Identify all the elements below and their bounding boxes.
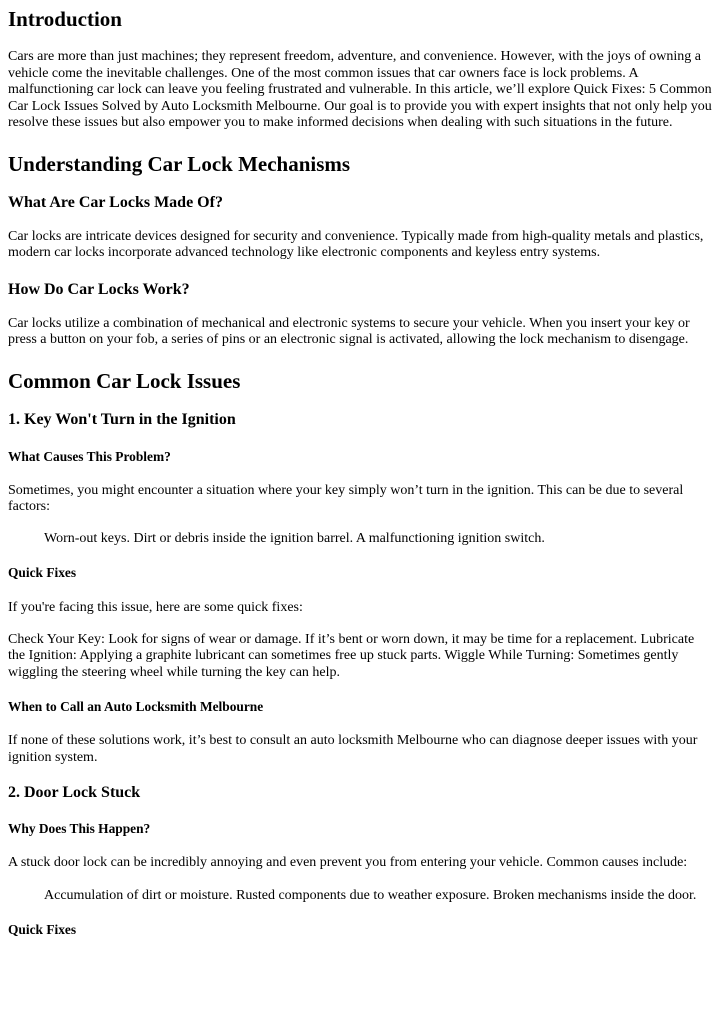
heading-issue-2-why: Why Does This Happen? [8,821,151,836]
article [0,7,712,938]
heading-issue-1-fixes: Quick Fixes [8,565,77,580]
heading-issue-1-call: When to Call an Auto Locksmith Melbourne [8,699,264,714]
list-issue-2-why: Accumulation of dirt or moisture. Rusted components due to weather exposure. Broken mechanisms inside the door. [44,887,697,903]
heading-understanding-mechanisms: Understanding Car Lock Mechanisms [8,151,351,176]
heading-issue-2-fixes: Quick Fixes [8,922,77,937]
paragraph-issue-1-fixes: Check Your Key: Look for signs of wear or damage. If it’s bent or worn down, it may be time for a replacement. Lubricate the Ignition: Applying a graphite lubricant can sometimes free up stuck parts. Wiggle While Turning: Sometimes gently wiggling the steering wheel while turning the key can help. [8,631,695,680]
paragraph-issue-1-causes: Sometimes, you might encounter a situation where your key simply won’t turn in the ignition. This can be due to several factors: [8,482,684,514]
list-issue-1-causes: Worn-out keys. Dirt or debris inside the ignition barrel. A malfunctioning ignition switch. [44,530,545,546]
heading-made-of: What Are Car Locks Made Of? [8,193,223,211]
heading-how-work: How Do Car Locks Work? [8,280,190,298]
paragraph-issue-1-fixes-intro: If you're facing this issue, here are some quick fixes: [8,600,303,615]
heading-introduction: Introduction [8,7,122,31]
paragraph-made-of: Car locks are intricate devices designed for security and convenience. Typically made from high-quality metals and plastics, modern car locks incorporate advanced technology like electronic components and keyless entry systems. [8,228,704,260]
paragraph-issue-2-why: A stuck door lock can be incredibly annoying and even prevent you from entering your vehicle. Common causes include: [8,855,688,870]
paragraph-issue-1-call: If none of these solutions work, it’s best to consult an auto locksmith Melbourne who can diagnose deeper issues with your ignition system. [8,733,698,765]
heading-common-issues: Common Car Lock Issues [8,368,241,393]
paragraph-introduction: Cars are more than just machines; they represent freedom, adventure, and convenience. However, with the joys of owning a vehicle come the inevitable challenges. One of the most common issues that car owners face is lock problems. A malfunctioning car lock can leave you feeling frustrated and vulnerable. In this article, we’ll explore Quick Fixes: 5 Common Car Lock Issues Solved by Auto Locksmith Melbourne. Our goal is to provide you with expert insights that not only help you resolve these issues but also empower you to make informed decisions when dealing with such situations in the future. [8,49,712,130]
paragraph-how-work: Car locks utilize a combination of mechanical and electronic systems to secure your vehicle. When you insert your key or press a button on your fob, a series of pins or an electronic signal is activated, allowing the lock mechanism to disengage. [8,315,690,347]
heading-issue-1: 1. Key Won't Turn in the Ignition [8,410,236,428]
heading-issue-2: 2. Door Lock Stuck [8,784,141,801]
heading-issue-1-causes: What Causes This Problem? [8,448,171,464]
